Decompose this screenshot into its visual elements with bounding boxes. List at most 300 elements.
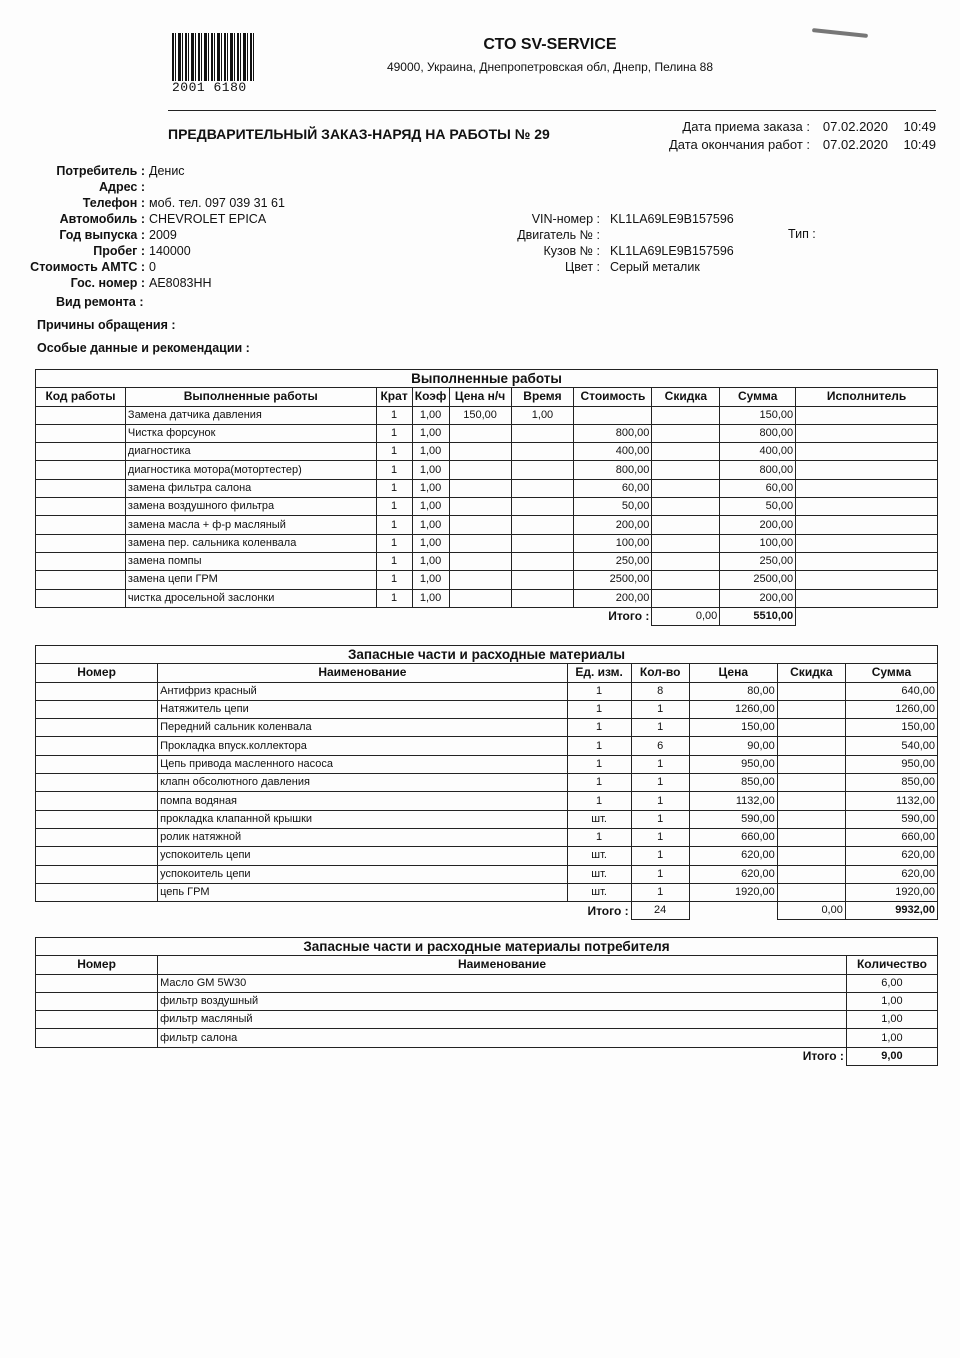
barcode [172, 33, 256, 95]
parts-cell [777, 792, 845, 810]
parts-cell [777, 700, 845, 718]
works-column-header: Цена н/ч [449, 388, 511, 406]
works-cell [511, 424, 574, 442]
works-cell: 1,00 [412, 516, 449, 534]
parts-cell: Цепь привода масленного насоса [158, 755, 567, 773]
works-cell [449, 516, 511, 534]
repair-type-label: Вид ремонта : [56, 295, 144, 309]
works-cell [796, 406, 938, 424]
works-cell: 1 [376, 461, 412, 479]
parts-cell: 660,00 [689, 828, 777, 846]
works-header-row [36, 388, 938, 406]
parts-cell [777, 719, 845, 737]
pen-mark [812, 28, 868, 38]
barcode-bars [172, 33, 256, 81]
customer-field-value: CHEVROLET EPICA [149, 212, 267, 226]
works-cell: 200,00 [720, 516, 796, 534]
parts-cell [36, 737, 158, 755]
works-cell [796, 498, 938, 516]
works-cell [652, 552, 720, 570]
works-cell: замена фильтра салона [125, 479, 376, 497]
parts-total-qty: 24 [631, 902, 689, 920]
vehicle-info-row [420, 227, 734, 243]
works-total-row [36, 607, 938, 625]
customer-parts-table [35, 937, 938, 1066]
works-cell [449, 552, 511, 570]
works-cell: 1,00 [511, 406, 574, 424]
table-row [36, 737, 938, 755]
works-column-header: Время [511, 388, 574, 406]
works-column-header: Код работы [36, 388, 126, 406]
parts-cell [36, 865, 158, 883]
table-row [36, 552, 938, 570]
works-cell: 200,00 [720, 589, 796, 607]
works-cell [796, 424, 938, 442]
works-cell [511, 461, 574, 479]
parts-cell [36, 682, 158, 700]
works-cell [511, 534, 574, 552]
customer-parts-cell [36, 992, 158, 1010]
time-end-value: 10:49 [903, 137, 936, 152]
table-row [36, 774, 938, 792]
works-cell: 1,00 [412, 552, 449, 570]
parts-cell: шт. [567, 883, 631, 901]
parts-cell: 620,00 [845, 865, 937, 883]
works-cell [36, 461, 126, 479]
table-row [36, 461, 938, 479]
works-cell [449, 479, 511, 497]
works-cell: 1,00 [412, 498, 449, 516]
works-cell: замена цепи ГРМ [125, 571, 376, 589]
parts-cell [777, 682, 845, 700]
table-row [36, 792, 938, 810]
works-cell [652, 461, 720, 479]
works-cell [652, 424, 720, 442]
parts-cell: 620,00 [689, 865, 777, 883]
works-total-label: Итого : [608, 609, 650, 624]
parts-cell: 1 [567, 700, 631, 718]
works-cell: 1,00 [412, 424, 449, 442]
parts-cell: 1132,00 [689, 792, 777, 810]
parts-cell: 1 [567, 792, 631, 810]
parts-cell: 1 [631, 828, 689, 846]
works-cell: 1 [376, 443, 412, 461]
works-cell: 60,00 [574, 479, 652, 497]
works-cell [36, 479, 126, 497]
document-title: ПРЕДВАРИТЕЛЬНЫЙ ЗАКАЗ-НАРЯД НА РАБОТЫ № 29 [168, 126, 550, 142]
table-row [36, 682, 938, 700]
date-received-value: 07.02.2020 [822, 119, 888, 134]
parts-column-header: Скидка [777, 664, 845, 682]
works-cell [652, 534, 720, 552]
parts-cell: 950,00 [689, 755, 777, 773]
date-end-label: Дата окончания работ : [669, 137, 810, 152]
customer-field-label: Пробег : [93, 244, 145, 258]
table-row [36, 516, 938, 534]
parts-cell [777, 774, 845, 792]
parts-cell: 90,00 [689, 737, 777, 755]
customer-parts-cell: 1,00 [846, 1029, 937, 1047]
works-cell [36, 516, 126, 534]
works-column-header: Сумма [720, 388, 796, 406]
parts-cell: шт. [567, 810, 631, 828]
works-column-header: Выполненные работы [125, 388, 376, 406]
table-row [36, 571, 938, 589]
works-column-header: Скидка [652, 388, 720, 406]
works-cell [36, 589, 126, 607]
works-cell: 1,00 [412, 461, 449, 479]
parts-cell: 1 [567, 682, 631, 700]
customer-field-label: Потребитель : [56, 164, 145, 178]
customer-field-value: 2009 [149, 228, 177, 242]
works-cell [449, 498, 511, 516]
works-cell: замена масла + ф-р масляный [125, 516, 376, 534]
customer-info-row [20, 211, 285, 227]
parts-caption: Запасные части и расходные материалы [36, 646, 938, 664]
table-row [36, 498, 938, 516]
customer-parts-cell [36, 1029, 158, 1047]
works-cell: 1,00 [412, 406, 449, 424]
works-cell [796, 479, 938, 497]
customer-parts-cell: 1,00 [846, 992, 937, 1010]
vehicle-field-value: KL1LA69LE9B157596 [610, 244, 734, 258]
parts-cell [36, 828, 158, 846]
vehicle-field-value: KL1LA69LE9B157596 [610, 212, 734, 226]
parts-cell: шт. [567, 865, 631, 883]
works-cell: 800,00 [574, 461, 652, 479]
parts-cell: 660,00 [845, 828, 937, 846]
works-cell [574, 406, 652, 424]
works-cell [511, 443, 574, 461]
works-cell [449, 443, 511, 461]
works-caption: Выполненные работы [36, 370, 938, 388]
parts-cell [36, 774, 158, 792]
parts-cell: 1260,00 [845, 700, 937, 718]
works-cell [449, 589, 511, 607]
works-cell [36, 552, 126, 570]
customer-info-row [20, 259, 285, 275]
works-cell [511, 479, 574, 497]
works-cell: 2500,00 [720, 571, 796, 589]
works-cell: замена воздушного фильтра [125, 498, 376, 516]
table-row [36, 479, 938, 497]
works-cell [796, 552, 938, 570]
works-cell: 1,00 [412, 443, 449, 461]
customer-parts-cell: 6,00 [846, 974, 937, 992]
customer-parts-caption: Запасные части и расходные материалы потребителя [36, 938, 938, 956]
parts-cell [36, 792, 158, 810]
parts-cell: 150,00 [689, 719, 777, 737]
works-cell [652, 571, 720, 589]
type-label: Тип : [788, 227, 816, 241]
customer-parts-column-header: Наименование [158, 956, 847, 974]
parts-cell: 640,00 [845, 682, 937, 700]
parts-cell: Прокладка впуск.коллектора [158, 737, 567, 755]
parts-cell: ролик натяжной [158, 828, 567, 846]
parts-cell: 1 [567, 737, 631, 755]
works-cell: 250,00 [720, 552, 796, 570]
customer-parts-cell: Масло GM 5W30 [158, 974, 847, 992]
parts-cell: 1 [631, 810, 689, 828]
works-cell: 1 [376, 479, 412, 497]
works-cell [511, 589, 574, 607]
parts-column-header: Ед. изм. [567, 664, 631, 682]
works-cell: 100,00 [720, 534, 796, 552]
works-cell [449, 534, 511, 552]
parts-cell: цепь ГРМ [158, 883, 567, 901]
works-cell: 60,00 [720, 479, 796, 497]
table-row [36, 534, 938, 552]
vehicle-field-label: Цвет : [565, 260, 600, 274]
parts-cell: успокоитель цепи [158, 847, 567, 865]
customer-field-label: Адрес : [99, 180, 145, 194]
customer-field-label: Стоимость АМТС : [30, 260, 145, 274]
vehicle-field-label: VIN-номер : [531, 212, 600, 226]
works-cell: 1 [376, 516, 412, 534]
date-received-row [630, 118, 936, 136]
parts-cell: 1920,00 [845, 883, 937, 901]
parts-cell: 1 [631, 700, 689, 718]
parts-cell: успокоитель цепи [158, 865, 567, 883]
works-cell: чистка дросельной заслонки [125, 589, 376, 607]
company-name: СТО SV-SERVICE [483, 36, 617, 53]
customer-info-row [20, 179, 285, 195]
works-cell: 400,00 [574, 443, 652, 461]
works-cell: 1 [376, 424, 412, 442]
works-cell: 1 [376, 589, 412, 607]
parts-cell: 590,00 [689, 810, 777, 828]
works-cell [511, 552, 574, 570]
works-cell: 800,00 [720, 461, 796, 479]
works-cell [796, 443, 938, 461]
customer-info [20, 163, 285, 291]
table-row [36, 883, 938, 901]
table-row [36, 406, 938, 424]
works-cell [652, 498, 720, 516]
works-cell: 2500,00 [574, 571, 652, 589]
customer-parts-total-qty: 9,00 [846, 1047, 937, 1065]
customer-field-value: моб. тел. 097 039 31 61 [149, 196, 285, 210]
parts-cell: 1 [631, 865, 689, 883]
table-row [36, 719, 938, 737]
works-cell: 1 [376, 498, 412, 516]
parts-cell: 80,00 [689, 682, 777, 700]
parts-cell: 1 [567, 719, 631, 737]
customer-field-label: Год выпуска : [59, 228, 145, 242]
reasons-label: Причины обращения : [37, 318, 176, 332]
works-table [35, 369, 938, 626]
customer-parts-cell: фильтр масляный [158, 1011, 847, 1029]
works-cell [511, 571, 574, 589]
time-received-value: 10:49 [903, 119, 936, 134]
parts-cell [777, 865, 845, 883]
customer-field-value: Денис [149, 164, 185, 178]
parts-cell: Натяжитель цепи [158, 700, 567, 718]
parts-cell: 1 [567, 755, 631, 773]
date-end-value: 07.02.2020 [822, 137, 888, 152]
works-column-header: Коэф [412, 388, 449, 406]
works-cell: 1,00 [412, 589, 449, 607]
works-cell [511, 498, 574, 516]
parts-cell [777, 847, 845, 865]
table-row [36, 1011, 938, 1029]
parts-cell [36, 755, 158, 773]
table-row [36, 847, 938, 865]
customer-field-value: 140000 [149, 244, 191, 258]
customer-field-value: AE8083HH [149, 276, 212, 290]
parts-cell: шт. [567, 847, 631, 865]
customer-info-row [20, 275, 285, 291]
works-cell: 1 [376, 571, 412, 589]
works-cell [36, 571, 126, 589]
vehicle-info-row [420, 211, 734, 227]
parts-cell: 150,00 [845, 719, 937, 737]
customer-field-label: Телефон : [82, 196, 145, 210]
barcode-number: 2001 6180 [172, 80, 247, 95]
parts-cell: 540,00 [845, 737, 937, 755]
works-cell [449, 424, 511, 442]
works-cell: 250,00 [574, 552, 652, 570]
customer-parts-column-header: Номер [36, 956, 158, 974]
works-cell [652, 479, 720, 497]
works-cell: 400,00 [720, 443, 796, 461]
parts-cell: прокладка клапанной крышки [158, 810, 567, 828]
parts-cell [36, 700, 158, 718]
parts-cell [36, 847, 158, 865]
table-row [36, 443, 938, 461]
parts-column-header: Сумма [845, 664, 937, 682]
customer-info-row [20, 227, 285, 243]
date-received-label: Дата приема заказа : [682, 119, 810, 134]
works-cell [796, 589, 938, 607]
works-cell: 1,00 [412, 479, 449, 497]
parts-cell: 850,00 [689, 774, 777, 792]
works-cell: 150,00 [449, 406, 511, 424]
customer-info-row [20, 195, 285, 211]
works-cell [511, 516, 574, 534]
works-cell [796, 461, 938, 479]
customer-parts-cell: фильтр воздушный [158, 992, 847, 1010]
vehicle-info-row [420, 259, 734, 275]
customer-info-row [20, 163, 285, 179]
parts-cell [36, 810, 158, 828]
parts-cell: 8 [631, 682, 689, 700]
works-cell: 1,00 [412, 534, 449, 552]
works-cell [796, 571, 938, 589]
parts-total-discount: 0,00 [777, 902, 845, 920]
works-cell [449, 571, 511, 589]
vehicle-field-label: Кузов № : [543, 244, 600, 258]
table-row [36, 424, 938, 442]
parts-cell: 1 [567, 828, 631, 846]
works-cell: 50,00 [574, 498, 652, 516]
works-cell [652, 406, 720, 424]
works-cell: 200,00 [574, 589, 652, 607]
customer-parts-total-label: Итого : [802, 1049, 844, 1064]
parts-cell: 1 [631, 774, 689, 792]
parts-total-row [36, 902, 938, 920]
works-cell: Чистка форсунок [125, 424, 376, 442]
works-cell [36, 424, 126, 442]
works-cell [652, 516, 720, 534]
parts-cell: 1 [631, 719, 689, 737]
parts-cell: 590,00 [845, 810, 937, 828]
parts-cell: помпа водяная [158, 792, 567, 810]
works-cell: диагностика [125, 443, 376, 461]
works-cell: 150,00 [720, 406, 796, 424]
works-cell: 100,00 [574, 534, 652, 552]
parts-cell: 1 [631, 755, 689, 773]
works-cell [36, 498, 126, 516]
works-column-header: Крат [376, 388, 412, 406]
parts-header-row [36, 664, 938, 682]
table-row [36, 755, 938, 773]
parts-cell: 850,00 [845, 774, 937, 792]
parts-cell: 620,00 [845, 847, 937, 865]
vehicle-info [420, 211, 734, 275]
works-column-header: Стоимость [574, 388, 652, 406]
vehicle-info-row [420, 243, 734, 259]
customer-parts-header-row [36, 956, 938, 974]
parts-cell [36, 719, 158, 737]
parts-column-header: Цена [689, 664, 777, 682]
works-cell: диагностика мотора(мотортестер) [125, 461, 376, 479]
parts-table [35, 645, 938, 920]
customer-field-label: Гос. номер : [70, 276, 145, 290]
special-data-label: Особые данные и рекомендации : [37, 341, 250, 355]
vehicle-field-value: Серый металик [610, 260, 700, 274]
parts-column-header: Номер [36, 664, 158, 682]
parts-cell: 1 [567, 774, 631, 792]
works-column-header: Исполнитель [796, 388, 938, 406]
parts-cell [36, 883, 158, 901]
works-cell: 1,00 [412, 571, 449, 589]
works-cell [449, 461, 511, 479]
order-dates [630, 118, 936, 154]
parts-cell [777, 810, 845, 828]
customer-parts-cell: 1,00 [846, 1011, 937, 1029]
table-row [36, 589, 938, 607]
parts-column-header: Кол-во [631, 664, 689, 682]
header-divider [168, 110, 936, 111]
works-cell: 800,00 [720, 424, 796, 442]
works-cell [796, 534, 938, 552]
works-cell [652, 443, 720, 461]
parts-column-header: Наименование [158, 664, 567, 682]
parts-cell: 1132,00 [845, 792, 937, 810]
works-cell [36, 534, 126, 552]
works-cell: замена пер. сальника коленвала [125, 534, 376, 552]
parts-cell: 1920,00 [689, 883, 777, 901]
table-row [36, 974, 938, 992]
works-cell [796, 516, 938, 534]
customer-field-value: 0 [149, 260, 156, 274]
company-address: 49000, Украина, Днепропетровская обл, Днепр, Пелина 88 [386, 60, 714, 74]
table-row [36, 865, 938, 883]
customer-parts-column-header: Количество [846, 956, 937, 974]
customer-parts-cell: фильтр салона [158, 1029, 847, 1047]
table-row [36, 828, 938, 846]
date-end-row [630, 136, 936, 154]
parts-cell: 1260,00 [689, 700, 777, 718]
works-cell: 800,00 [574, 424, 652, 442]
works-cell: Замена датчика давления [125, 406, 376, 424]
works-cell: 1 [376, 406, 412, 424]
works-cell [36, 406, 126, 424]
parts-cell: 6 [631, 737, 689, 755]
parts-cell [777, 737, 845, 755]
works-cell: 200,00 [574, 516, 652, 534]
